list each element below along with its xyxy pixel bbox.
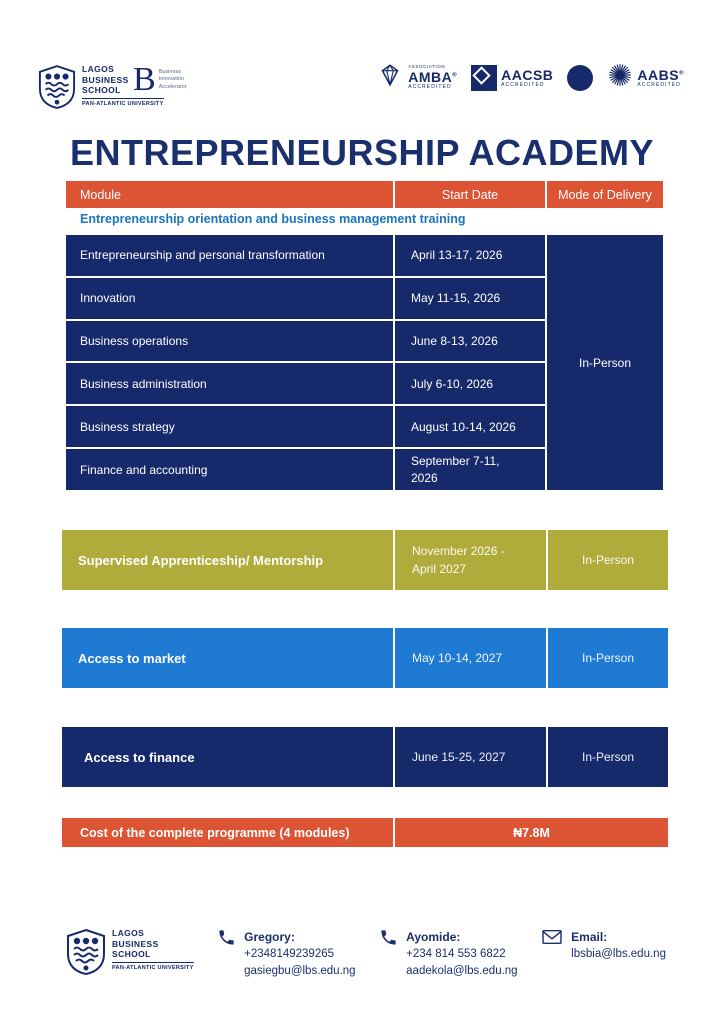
table-row [66, 321, 545, 364]
module-cell: Business operations [80, 334, 189, 349]
start-date-cell: June 8-13, 2026 [393, 321, 545, 362]
aabs-accreditation [607, 62, 684, 93]
circle-badge-icon [567, 65, 593, 91]
module-cell: Innovation [80, 291, 136, 306]
mode-of-delivery-cell: In-Person [546, 530, 668, 590]
aacsb-icon [471, 65, 497, 91]
bia-logo [133, 63, 187, 97]
start-date-cell: September 7-11, 2026 [393, 449, 545, 490]
lbs-shield-icon [66, 928, 106, 981]
lbs-footer-logo [66, 928, 194, 981]
mode-of-delivery-merged-cell: In-Person [545, 235, 663, 490]
table-row [66, 278, 545, 321]
cost-label: Cost of the complete programme (4 modules) [80, 825, 350, 840]
lbs-name-line2: BUSINESS [82, 74, 129, 85]
page-title: ENTREPRENEURSHIP ACADEMY [69, 132, 655, 173]
section-label: Entrepreneurship orientation and business management training [80, 212, 466, 226]
apprenticeship-row [62, 530, 668, 590]
footer [66, 928, 666, 981]
table-row [66, 235, 545, 278]
header-module: Module [80, 187, 121, 202]
start-date-cell: June 15-25, 2027 [393, 727, 546, 787]
contact-ayomide [379, 928, 517, 981]
bia-text-line2: Innovation [158, 76, 185, 83]
cost-row [62, 818, 668, 847]
bia-text-line3: Accelerator [158, 83, 187, 90]
amba-accreditation [376, 62, 457, 93]
contact-email: lbsbia@lbs.edu.ng [571, 948, 666, 960]
start-date-cell: November 2026 - April 2027 [393, 530, 546, 590]
amba-association-label: ASSOCIATION [408, 64, 446, 70]
access-to-finance-row [62, 727, 668, 787]
aacsb-label: AACSB [501, 66, 554, 83]
lbs-name-line3: SCHOOL [82, 85, 121, 96]
start-date-cell: May 10-14, 2027 [393, 628, 546, 688]
contact-email-block [541, 928, 666, 963]
amba-accredited-label: ACCREDITED [408, 83, 452, 90]
module-cell: Finance and accounting [80, 462, 208, 477]
lbs-name-line1: LAGOS [82, 64, 115, 74]
lbs-name-line1: LAGOS [112, 928, 145, 938]
table-row [66, 449, 545, 490]
amba-diamond-icon [376, 62, 404, 93]
contact-name: Ayomide: [406, 930, 461, 944]
contact-gregory [217, 928, 355, 981]
start-date-cell: April 13-17, 2026 [393, 235, 545, 276]
table-header-row [66, 181, 663, 208]
contact-name: Email: [571, 930, 608, 944]
lbs-name-line3: SCHOOL [112, 949, 151, 960]
aabs-label: AABS® [637, 66, 684, 83]
phone-icon [217, 928, 236, 952]
header-mode-of-delivery: Mode of Delivery [545, 181, 663, 208]
start-date-cell: August 10-14, 2026 [393, 406, 545, 447]
contact-phone: +234 814 553 6822 [406, 948, 506, 960]
lbs-university-label: PAN-ATLANTIC UNIVERSITY [112, 962, 194, 971]
table-row [66, 406, 545, 449]
module-cell: Entrepreneurship and personal transformation [80, 248, 325, 263]
module-cell: Access to market [78, 650, 186, 666]
bia-text-line1: Business [158, 69, 182, 76]
table-row [66, 363, 545, 406]
envelope-icon [541, 928, 563, 951]
phone-icon [379, 928, 398, 952]
module-cell: Supervised Apprenticeship/ Mentorship [78, 552, 324, 568]
contact-email: gasiegbu@lbs.edu.ng [244, 965, 356, 978]
lbs-name-line2: BUSINESS [112, 938, 159, 949]
mode-of-delivery-cell: In-Person [546, 727, 668, 787]
start-date-cell: July 6-10, 2026 [393, 363, 545, 404]
contact-email: aadekola@lbs.edu.ng [406, 965, 518, 978]
contact-name: Gregory: [244, 930, 295, 944]
lbs-shield-icon [38, 64, 76, 115]
cost-value: ₦7.8M [393, 818, 668, 847]
aabs-accredited-label: ACCREDITED [637, 81, 681, 88]
contact-phone: +2348149239265 [244, 948, 335, 960]
core-modules-table [66, 235, 663, 490]
amba-label: AMBA® [408, 68, 458, 85]
aacsb-accredited-label: ACCREDITED [501, 81, 545, 88]
module-cell: Business administration [80, 376, 207, 391]
access-to-market-row [62, 628, 668, 688]
mode-of-delivery-cell: In-Person [546, 628, 668, 688]
aacsb-accreditation [471, 65, 553, 91]
module-cell: Business strategy [80, 419, 175, 434]
aabs-starburst-icon [607, 62, 633, 93]
accreditation-logos [376, 62, 684, 93]
module-cell: Access to finance [84, 749, 195, 765]
header-start-date: Start Date [393, 181, 545, 208]
lbs-university-label: PAN-ATLANTIC UNIVERSITY [82, 98, 164, 107]
start-date-cell: May 11-15, 2026 [393, 278, 545, 319]
bia-letter-icon: B [133, 61, 156, 98]
